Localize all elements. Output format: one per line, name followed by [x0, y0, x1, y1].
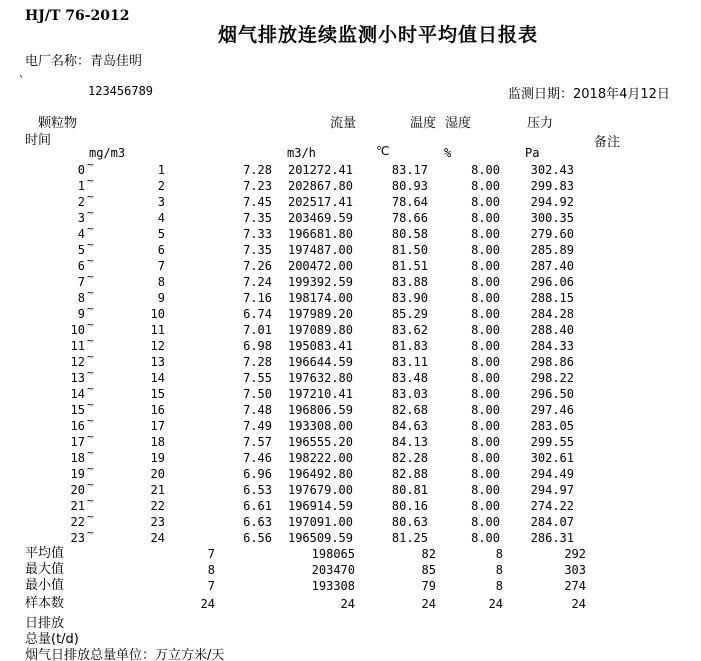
- humidity-value: 8.00: [471, 323, 500, 337]
- hour-start: 4: [77, 227, 85, 241]
- humidity-value: 8.00: [471, 291, 500, 305]
- table-row: [0, 254, 701, 274]
- summary-humidity-value: 24: [488, 597, 503, 611]
- humidity-value: 8.00: [471, 339, 500, 353]
- table-row: [0, 334, 701, 354]
- pressure-value: 299.55: [530, 435, 574, 449]
- pressure-value: 283.05: [530, 419, 574, 433]
- dust-value: 6.53: [243, 483, 272, 497]
- temperature-value: 81.83: [391, 339, 428, 353]
- dust-value: 6.96: [243, 467, 272, 481]
- range-tilde: ~: [87, 382, 94, 395]
- daily-emission-label-line1: 日排放: [25, 616, 65, 631]
- hour-start: 17: [70, 435, 85, 449]
- summary-flow-value: 198065: [311, 547, 355, 561]
- hour-start: 9: [77, 307, 85, 321]
- humidity-value: 8.00: [471, 403, 500, 417]
- hour-end: 18: [150, 435, 165, 449]
- summary-dust-value: 7: [207, 547, 215, 561]
- flow-value: 196806.59: [287, 403, 353, 417]
- table-row: [0, 270, 701, 290]
- dust-value: 7.23: [243, 179, 272, 193]
- pressure-value: 302.61: [530, 451, 574, 465]
- pressure-value: 298.22: [530, 371, 574, 385]
- range-tilde: ~: [87, 238, 94, 251]
- range-tilde: ~: [87, 158, 94, 171]
- flow-value: 200472.00: [287, 259, 353, 273]
- temperature-value: 80.16: [391, 499, 428, 513]
- dust-value: 7.49: [243, 419, 272, 433]
- flow-value: 197487.00: [287, 243, 353, 257]
- range-tilde: ~: [87, 174, 94, 187]
- range-tilde: ~: [87, 430, 94, 443]
- hour-end: 16: [150, 403, 165, 417]
- col-header-pressure: 压力: [527, 116, 554, 131]
- pressure-value: 286.31: [530, 531, 574, 545]
- dust-value: 7.55: [243, 371, 272, 385]
- dust-value: 7.28: [243, 355, 272, 369]
- hour-end: 11: [150, 323, 165, 337]
- humidity-value: 8.00: [471, 163, 500, 177]
- dust-value: 7.35: [243, 243, 272, 257]
- monitor-date-label: 监测日期：: [508, 87, 574, 102]
- humidity-value: 8.00: [471, 195, 500, 209]
- hour-end: 14: [150, 371, 165, 385]
- summary-row: [0, 578, 701, 594]
- dust-value: 6.98: [243, 339, 272, 353]
- temperature-value: 78.66: [391, 211, 428, 225]
- flow-value: 197210.41: [287, 387, 353, 401]
- hour-start: 3: [77, 211, 85, 225]
- flow-value: 197989.20: [287, 307, 353, 321]
- table-row: [0, 206, 701, 226]
- range-tilde: ~: [87, 478, 94, 491]
- dust-value: 7.48: [243, 403, 272, 417]
- hour-end: 20: [150, 467, 165, 481]
- hour-end: 10: [150, 307, 165, 321]
- unit-pressure: Pa: [525, 146, 540, 160]
- table-row: [0, 190, 701, 210]
- pressure-value: 274.22: [530, 499, 574, 513]
- pressure-value: 300.35: [530, 211, 574, 225]
- summary-dust-value: 8: [207, 563, 215, 577]
- summary-pressure-value: 274: [564, 579, 586, 593]
- range-tilde: ~: [87, 190, 94, 203]
- table-row: [0, 302, 701, 322]
- pressure-value: 296.06: [530, 275, 574, 289]
- unit-temperature: ℃: [376, 144, 390, 158]
- hour-start: 0: [77, 163, 85, 177]
- temperature-value: 78.64: [391, 195, 428, 209]
- temperature-value: 83.62: [391, 323, 428, 337]
- table-row: [0, 478, 701, 498]
- summary-dust-value: 24: [200, 597, 215, 611]
- range-tilde: ~: [87, 334, 94, 347]
- range-tilde: ~: [87, 206, 94, 219]
- flow-value: 197632.80: [287, 371, 353, 385]
- pressure-value: 294.97: [530, 483, 574, 497]
- table-row: [0, 494, 701, 514]
- flow-value: 203469.59: [287, 211, 353, 225]
- col-header-temperature: 温度: [410, 116, 437, 131]
- temperature-value: 85.29: [391, 307, 428, 321]
- temperature-value: 83.03: [391, 387, 428, 401]
- pressure-value: 297.46: [530, 403, 574, 417]
- summary-humidity-value: 8: [495, 563, 503, 577]
- pressure-value: 287.40: [530, 259, 574, 273]
- hour-end: 4: [157, 211, 165, 225]
- report-title: 烟气排放连续监测小时平均值日报表: [218, 24, 539, 46]
- flow-value: 202867.80: [287, 179, 353, 193]
- range-tilde: ~: [87, 286, 94, 299]
- hour-end: 15: [150, 387, 165, 401]
- pressure-value: 288.40: [530, 323, 574, 337]
- table-row: [0, 238, 701, 258]
- humidity-value: 8.00: [471, 387, 500, 401]
- table-row: [0, 286, 701, 306]
- hour-start: 6: [77, 259, 85, 273]
- dust-value: 7.26: [243, 259, 272, 273]
- humidity-value: 8.00: [471, 499, 500, 513]
- temperature-value: 80.63: [391, 515, 428, 529]
- hour-start: 22: [70, 515, 85, 529]
- hour-end: 17: [150, 419, 165, 433]
- summary-humidity-value: 8: [495, 579, 503, 593]
- dust-value: 6.74: [243, 307, 272, 321]
- range-tilde: ~: [87, 254, 94, 267]
- hour-end: 21: [150, 483, 165, 497]
- dust-value: 7.33: [243, 227, 272, 241]
- flow-value: 193308.00: [287, 419, 353, 433]
- temperature-value: 84.13: [391, 435, 428, 449]
- hour-start: 12: [70, 355, 85, 369]
- flow-value: 198222.00: [287, 451, 353, 465]
- col-header-particulate: 颗粒物: [38, 116, 78, 131]
- flow-value: 197091.00: [287, 515, 353, 529]
- pressure-value: 284.07: [530, 515, 574, 529]
- table-row: [0, 158, 701, 178]
- flow-value: 196492.80: [287, 467, 353, 481]
- pressure-value: 285.89: [530, 243, 574, 257]
- hour-start: 18: [70, 451, 85, 465]
- flow-value: 199392.59: [287, 275, 353, 289]
- temperature-value: 80.81: [391, 483, 428, 497]
- col-header-remark: 备注: [594, 135, 621, 150]
- unit-flow: m3/h: [287, 146, 316, 160]
- dust-value: 7.46: [243, 451, 272, 465]
- humidity-value: 8.00: [471, 355, 500, 369]
- summary-flow-value: 24: [340, 597, 355, 611]
- table-row: [0, 430, 701, 450]
- humidity-value: 8.00: [471, 179, 500, 193]
- range-tilde: ~: [87, 494, 94, 507]
- humidity-value: 8.00: [471, 211, 500, 225]
- flow-value: 201272.41: [287, 163, 353, 177]
- dust-value: 6.63: [243, 515, 272, 529]
- flow-value: 202517.41: [287, 195, 353, 209]
- plant-name-label: 电厂名称：: [25, 54, 91, 69]
- range-tilde: ~: [87, 350, 94, 363]
- flow-value: 196914.59: [287, 499, 353, 513]
- summary-label: 样本数: [25, 596, 65, 611]
- summary-row: [0, 596, 701, 612]
- hour-start: 10: [70, 323, 85, 337]
- hour-end: 12: [150, 339, 165, 353]
- monitor-date-line: [508, 83, 670, 102]
- hour-start: 16: [70, 419, 85, 433]
- temperature-value: 83.88: [391, 275, 428, 289]
- table-row: [0, 414, 701, 434]
- daily-emission-label-line2: 总量(t/d): [25, 632, 79, 647]
- table-row: [0, 222, 701, 242]
- range-tilde: ~: [87, 302, 94, 315]
- range-tilde: ~: [87, 222, 94, 235]
- temperature-value: 81.25: [391, 531, 428, 545]
- humidity-value: 8.00: [471, 451, 500, 465]
- hour-end: 9: [157, 291, 165, 305]
- pressure-value: 302.43: [530, 163, 574, 177]
- temperature-value: 84.63: [391, 419, 428, 433]
- plant-name-line: [25, 50, 142, 69]
- hour-start: 13: [70, 371, 85, 385]
- hour-start: 23: [70, 531, 85, 545]
- doc-standard-code: HJ/T 76-2012: [25, 8, 130, 24]
- hour-end: 13: [150, 355, 165, 369]
- table-row: [0, 510, 701, 530]
- pressure-value: 284.28: [530, 307, 574, 321]
- summary-row: [0, 546, 701, 562]
- summary-pressure-value: 303: [564, 563, 586, 577]
- hour-start: 11: [70, 339, 85, 353]
- humidity-value: 8.00: [471, 467, 500, 481]
- temperature-value: 83.11: [391, 355, 428, 369]
- humidity-value: 8.00: [471, 259, 500, 273]
- flow-value: 198174.00: [287, 291, 353, 305]
- unit-dust: mg/m3: [89, 146, 126, 160]
- flow-value: 195083.41: [287, 339, 353, 353]
- summary-label: 平均值: [25, 546, 65, 561]
- hour-start: 2: [77, 195, 85, 209]
- hour-end: 6: [157, 243, 165, 257]
- range-tilde: ~: [87, 270, 94, 283]
- col-header-flow: 流量: [330, 116, 357, 131]
- pressure-value: 296.50: [530, 387, 574, 401]
- range-tilde: ~: [87, 414, 94, 427]
- humidity-value: 8.00: [471, 275, 500, 289]
- table-row: [0, 318, 701, 338]
- serial-number: 123456789: [88, 84, 154, 98]
- pressure-value: 299.83: [530, 179, 574, 193]
- hour-end: 2: [157, 179, 165, 193]
- hour-start: 5: [77, 243, 85, 257]
- summary-label: 最小值: [25, 578, 65, 593]
- humidity-value: 8.00: [471, 371, 500, 385]
- emission-unit-note: 烟气日排放总量单位：万立方米/天: [25, 648, 225, 661]
- temperature-value: 83.90: [391, 291, 428, 305]
- pressure-value: 284.33: [530, 339, 574, 353]
- dust-value: 6.61: [243, 499, 272, 513]
- unit-humidity: %: [444, 146, 452, 160]
- temperature-value: 81.50: [391, 243, 428, 257]
- summary-row: [0, 562, 701, 578]
- hour-end: 5: [157, 227, 165, 241]
- summary-dust-value: 7: [207, 579, 215, 593]
- hour-end: 3: [157, 195, 165, 209]
- temperature-value: 83.48: [391, 371, 428, 385]
- summary-pressure-value: 292: [564, 547, 586, 561]
- temperature-value: 80.93: [391, 179, 428, 193]
- dust-value: 7.57: [243, 435, 272, 449]
- dust-value: 7.01: [243, 323, 272, 337]
- summary-temperature-value: 85: [421, 563, 436, 577]
- hour-start: 20: [70, 483, 85, 497]
- dust-value: 7.16: [243, 291, 272, 305]
- hour-start: 21: [70, 499, 85, 513]
- flow-value: 196555.20: [287, 435, 353, 449]
- col-header-humidity: 湿度: [445, 116, 472, 131]
- temperature-value: 81.51: [391, 259, 428, 273]
- pressure-value: 298.86: [530, 355, 574, 369]
- hour-end: 8: [157, 275, 165, 289]
- range-tilde: ~: [87, 446, 94, 459]
- humidity-value: 8.00: [471, 435, 500, 449]
- temperature-value: 83.17: [391, 163, 428, 177]
- dust-value: 7.24: [243, 275, 272, 289]
- col-header-time: 时间: [25, 133, 52, 148]
- range-tilde: ~: [87, 318, 94, 331]
- range-tilde: ~: [87, 510, 94, 523]
- pressure-value: 288.15: [530, 291, 574, 305]
- humidity-value: 8.00: [471, 419, 500, 433]
- summary-flow-value: 203470: [311, 563, 355, 577]
- humidity-value: 8.00: [471, 531, 500, 545]
- monitor-date-value: 2018年4月12日: [573, 87, 670, 102]
- plant-name-value: 青岛佳明: [90, 54, 143, 69]
- flow-value: 196509.59: [287, 531, 353, 545]
- summary-label: 最大值: [25, 562, 65, 577]
- range-tilde: ~: [87, 526, 94, 539]
- hour-end: 1: [157, 163, 165, 177]
- hour-start: 14: [70, 387, 85, 401]
- pressure-value: 294.49: [530, 467, 574, 481]
- hour-end: 19: [150, 451, 165, 465]
- range-tilde: ~: [87, 398, 94, 411]
- hour-end: 24: [150, 531, 165, 545]
- hour-start: 8: [77, 291, 85, 305]
- table-row: [0, 366, 701, 386]
- humidity-value: 8.00: [471, 483, 500, 497]
- table-row: [0, 398, 701, 418]
- range-tilde: ~: [87, 366, 94, 379]
- flow-value: 197679.00: [287, 483, 353, 497]
- flow-value: 197089.80: [287, 323, 353, 337]
- dust-value: 6.56: [243, 531, 272, 545]
- hour-start: 19: [70, 467, 85, 481]
- dust-value: 7.50: [243, 387, 272, 401]
- summary-pressure-value: 24: [571, 597, 586, 611]
- summary-humidity-value: 8: [495, 547, 503, 561]
- temperature-value: 82.88: [391, 467, 428, 481]
- temperature-value: 80.58: [391, 227, 428, 241]
- humidity-value: 8.00: [471, 227, 500, 241]
- hour-start: 7: [77, 275, 85, 289]
- hour-end: 22: [150, 499, 165, 513]
- dust-value: 7.45: [243, 195, 272, 209]
- table-row: [0, 174, 701, 194]
- summary-temperature-value: 82: [421, 547, 436, 561]
- summary-temperature-value: 24: [421, 597, 436, 611]
- hour-start: 1: [77, 179, 85, 193]
- dust-value: 7.28: [243, 163, 272, 177]
- flow-value: 196681.80: [287, 227, 353, 241]
- range-tilde: ~: [87, 462, 94, 475]
- temperature-value: 82.68: [391, 403, 428, 417]
- table-row: [0, 446, 701, 466]
- hour-end: 7: [157, 259, 165, 273]
- stray-backtick: `: [18, 74, 26, 88]
- summary-temperature-value: 79: [421, 579, 436, 593]
- flow-value: 196644.59: [287, 355, 353, 369]
- table-row: [0, 382, 701, 402]
- humidity-value: 8.00: [471, 307, 500, 321]
- hour-start: 15: [70, 403, 85, 417]
- dust-value: 7.35: [243, 211, 272, 225]
- humidity-value: 8.00: [471, 515, 500, 529]
- table-row: [0, 350, 701, 370]
- pressure-value: 294.92: [530, 195, 574, 209]
- humidity-value: 8.00: [471, 243, 500, 257]
- summary-flow-value: 193308: [311, 579, 355, 593]
- temperature-value: 82.28: [391, 451, 428, 465]
- pressure-value: 279.60: [530, 227, 574, 241]
- table-row: [0, 462, 701, 482]
- hour-end: 23: [150, 515, 165, 529]
- table-row: [0, 526, 701, 546]
